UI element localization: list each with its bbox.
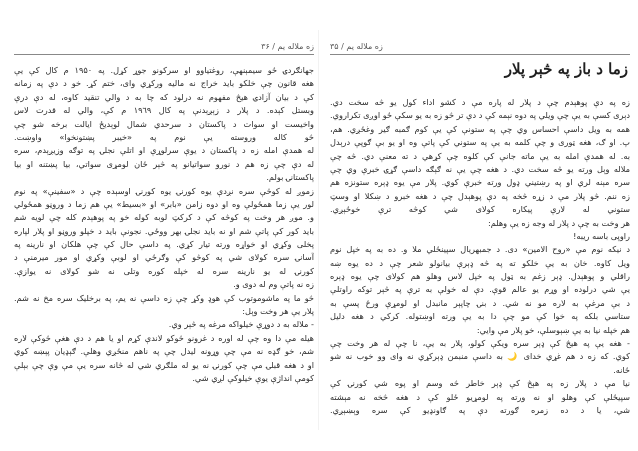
text-line: کوي. که زه د هم غړي خدای 🌙 به داسې منبمن ډېرکړي نه وای وو خوب نه شو	[330, 351, 630, 362]
text-line: ویل کاوه. خان به یې خلکو ته په څه ډېرې بیانولو شعر چې د ده یوه ښه	[330, 257, 630, 268]
page-header-label: زه ملاله یم / ۳۵	[330, 42, 383, 51]
text-line: - هغه یې په هیڅ کې ډېر سره ویکې کولو، پلار به یې، نا چې له هر وخت چې	[330, 338, 630, 349]
text-line: هر وخت به چې د پلار له وجه زه یې وهلم:	[487, 217, 630, 228]
text-line: کورنۍ له یو نارینه سره له خپله کوره وتلی نه شو کولای نه یوازې.	[14, 265, 314, 276]
text-line: ستاسي بلکه په خوا کې مو چې دا به یې ورته اوښتوله. کرکي د هغه دلیل	[330, 311, 630, 322]
text-line: ستوني له لارې پیکاره کولای شي کوڅه ترې خوځېږي.	[330, 204, 630, 215]
text-line: واخیست او سوات د پاکستان د سرحدي شمال لوېدیځ ایالت برخه شو چې	[14, 118, 314, 129]
text-line: پلار یې هر وخت وېل:	[242, 306, 314, 317]
text-line: زه ننم. څو پلار مې د زړه څخه په دې پوهېدل چې د هغه خبرو د ښکلا او وسټ	[330, 190, 630, 201]
text-line: ځانه.	[613, 364, 630, 375]
chapter-title: زما د باز په څېر پلار	[504, 60, 628, 78]
text-line: کې د بیان آزادۍ هیڅ مفهوم نه درلود که چا به د والي تنقید کاوه، له دې درې	[14, 91, 314, 102]
text-line: وبستل کېده. د پلار د زېږېدنې په کال ۱۹٦۹ م کې، والي له قدرت لاس	[14, 105, 314, 116]
text-line: له دې چې زه هم د نورو سواتیانو په څېر ځان لومړی سواتي، بیا پښتنه او بیا	[14, 158, 314, 169]
right-page	[330, 0, 630, 451]
body-text	[14, 64, 314, 385]
text-line: به. له همدې امله به یې ماته جانې کې کلوه چې کړهي د ته معنې دي. څه چې	[330, 150, 630, 161]
body-text	[330, 96, 630, 417]
text-line: جهانګردۍ ځو سیمېنهې، روغتیاوو او سرکونو جوړ کړل. په ۱۹۵۰ م کال کې یې	[14, 65, 314, 75]
text-line: پ. او ګ، هغه ټوری و چې کلمه به یې په ستوني کې پاتې وه او یو بې ګوپې درېدل	[330, 137, 630, 148]
running-header	[14, 42, 314, 55]
text-line: څو کاله وروسته یې نوم په «خیبر پښتونخوا» واوښت.	[14, 131, 314, 142]
text-line: هیله مې دا وه چې له اوره د غرونو څوکو لاندې کړم او یا هم د دې هغې څوکې لاره	[14, 332, 314, 343]
text-line: زه په دې پوهېدم چې د پلار له پاره مې د کشو اداء کول یو څه سخت دي.	[330, 97, 630, 107]
text-line: ملاله وېل ورته یو څه سخت دي. د هغه چې یې نه ګېګه داسې ګړۍ خبرې وي چې	[330, 163, 630, 174]
left-page	[14, 0, 314, 451]
text-line: سپیځلې کې وهلو او نه ورته په لومړیو ځلو کې د هغه څخه نه مېشته	[330, 391, 630, 402]
text-line: راوپی باسه ریبه!	[573, 230, 630, 241]
text-line: نیا مې د پلار زه په هېڅ کې ډېر خاطر څه وسم او پوه شي کورنۍ کې	[330, 378, 630, 389]
text-line: د نیکه نوم مې «روح الامین» دی. د جمبهریال سپینځلي ملا و. ده به په خپل نوم	[330, 244, 630, 255]
text-line: او د هغه قبلۍ مې چې کورنۍ نه یو له ملګري شي له څانه سره یې مې وې چې بېلې	[14, 359, 314, 370]
text-line: له همدې امله زه د پاکستان د یوې سرلوړې او اتلې نجلۍ په توګه وزیږېدم، سره	[14, 145, 314, 156]
text-line: باید کور کې پاتې شم او نه باید نجلۍ بهر ووځي. نجونې باید د خپلو وروڼو او پلار لپاره	[14, 225, 314, 236]
text-line: شي، یا د ده زمره ګورته دې په ګاونډیو کې سره وېښېږي.	[330, 404, 630, 415]
text-line: شم، خو ګډه نه مې چې وړونه لیدل چې په ناهم منځږي وهلې. ګېډیان پېښه کوي	[14, 346, 314, 357]
text-line: هم خپله نیا به یې ښېوسلې، خو پلار مې وایي:	[476, 324, 630, 335]
text-line: - ملاله به د دوړې خیلواکه مرغه په څېر وي.	[168, 319, 314, 330]
text-line: د بې مرغې به لاره مو نه شي. د بنۍ چاپېر مانبدل او لومړې ورځ پسې به	[330, 297, 630, 308]
running-header	[330, 42, 630, 55]
text-line: پاکستانۍ بولم.	[266, 172, 314, 183]
text-line: زه نه پاتې وم له دوی و.	[233, 279, 314, 290]
text-line: زموږ له کوڅې سره نږدې یوه کورنۍ یوه کورنۍ اوسېده چې د «سفینې» په نوم	[14, 185, 314, 196]
text-line: کومې انداژې یوې خیلوکې لږي شي.	[192, 372, 314, 383]
text-line: یې شي درلوده او وړم یو عالم قوې. دې له خولې به ترې په څېر توکه راوتلې	[330, 284, 630, 295]
text-line: و. موږ هر وخت په کوڅه کې د کرکټ لوبه کوله خو په پوهېدم کله چې لویه شم	[14, 212, 314, 223]
text-line: لور یې زما همځولې وه او دوه زامن «بابر» او «بسیط» یې هم زما د وروڼو همځولي	[14, 198, 314, 209]
text-line: راقلي و پوهېدل. ډېر زغم به ټول په خپل لاس وهلو هم کولای چې یوه ډېره	[330, 271, 630, 282]
text-line: هغه قانون چې خلکو باید خراج نه مالیه ورکړي وای، ختم کړ. خو د دې په زمانه	[14, 78, 314, 89]
gutter	[318, 30, 319, 430]
text-line: همه به ویل داسې احساس وي چې په ستونې کې یې کوم ګمبه ګیر وغځږي. هم،	[330, 123, 630, 134]
text-line: دېری کسې به یې چې ویلي په دوه نېمه کې د دې تر څو زه به یو سکې ځو اوږی تکراروي.	[330, 110, 630, 121]
page-header-label: زه ملاله یم / ۳۶	[261, 42, 314, 51]
text-line: څو ما په ماشوموتوب کې هوډ وکړ چې زه داسې نه یم، په برخلیک سره مخ نه شم.	[14, 292, 314, 303]
text-line: سره مېنه لري او په رښتیني ډول ورته خبرې کوي. پلار مې یوه ډېره ستونزه هم	[330, 177, 630, 188]
text-line: آسانۍ سره کولای شي په کوڅو کې وګرځي او لوبې وکړي او مور میرمنې د	[14, 252, 314, 263]
text-line: پخلی وکړي او خواړه ورته تیار کړي. په داسې حال کې چې هلکان او نارینه په	[14, 239, 314, 250]
